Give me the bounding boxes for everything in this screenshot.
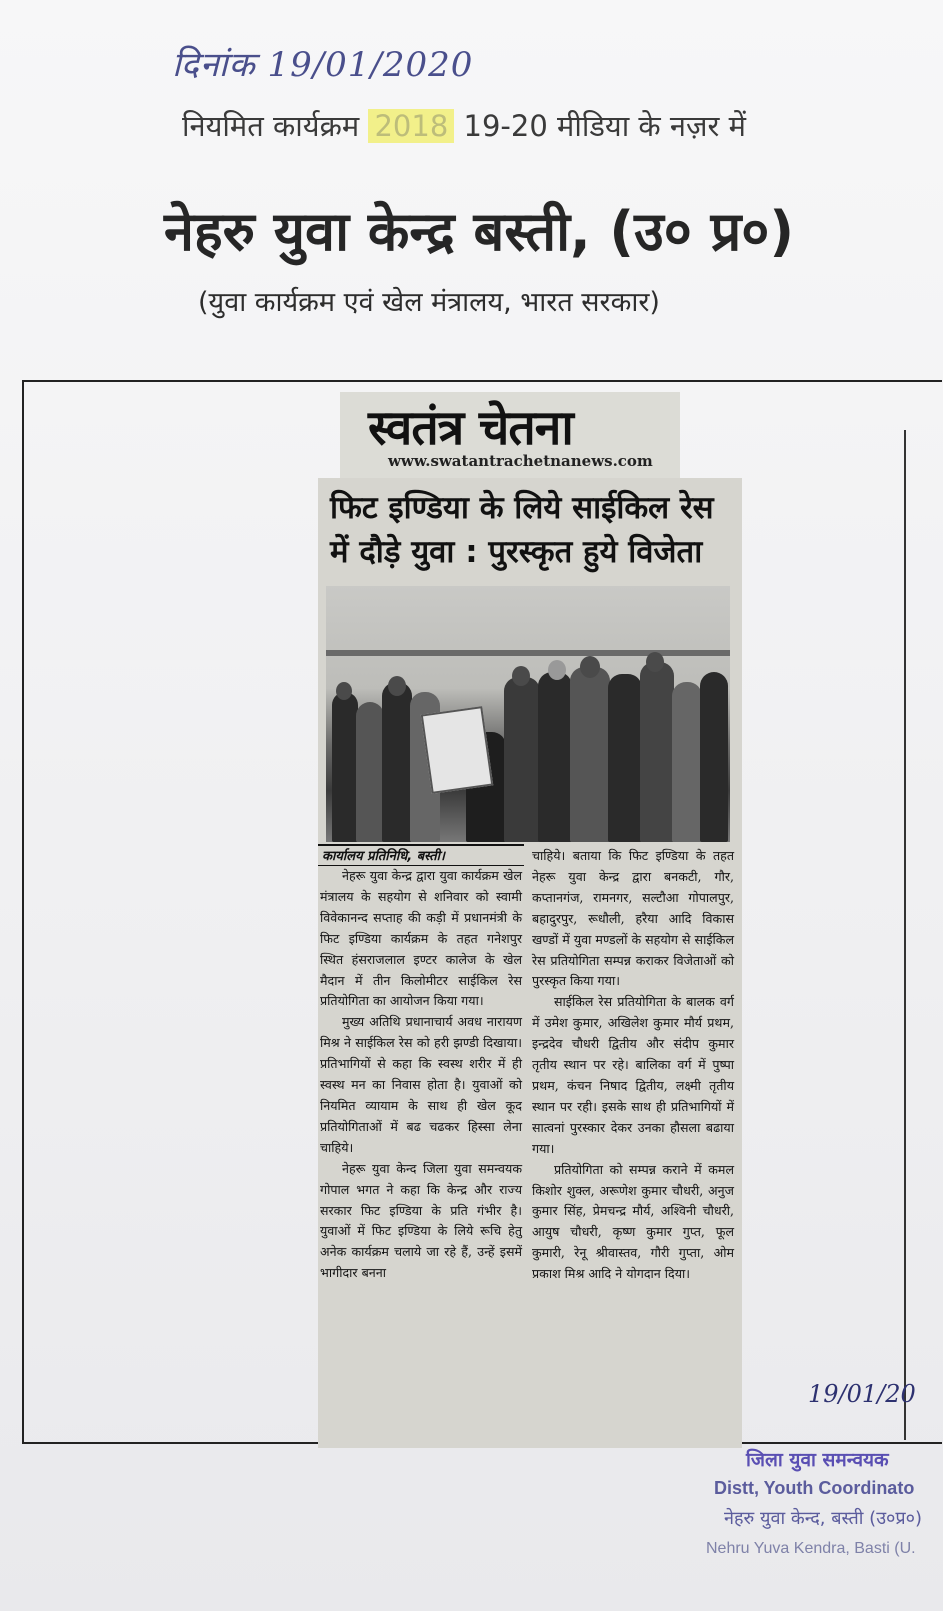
photo-person bbox=[538, 672, 572, 842]
article-column-1 bbox=[320, 866, 522, 1284]
photo-person bbox=[332, 692, 358, 842]
article-paragraph: साईकिल रेस प्रतियोगिता के बालक वर्ग में उमेश कुमार, अखिलेश कुमार मौर्य प्रथम, इन्द्रदेव चौधरी द्वितीय और संदीप कुमार तृतीय स्थान पर रहे। बालिका वर्ग में पुष्पा प्रथम, कंचन निषाद द्वितीय, लक्ष्मी तृतीय स्थान पर रही। इसके साथ ही प्रतिभागियों में सात्वनां पुरस्कार देकर उनका हौसला बढाया गया। bbox=[532, 994, 734, 1156]
photo-person bbox=[382, 682, 412, 842]
photo-head bbox=[336, 682, 352, 700]
article-byline: कार्यालय प्रतिनिधि, बस्ती। bbox=[318, 844, 524, 866]
photo-head bbox=[548, 660, 566, 680]
photo-person bbox=[356, 702, 384, 842]
handwritten-date: दिनांक 19/01/2020 bbox=[172, 45, 474, 85]
newspaper-name: स्वतंत्र चेतना bbox=[368, 400, 573, 456]
photo-person bbox=[608, 674, 642, 842]
photo-head bbox=[580, 656, 600, 678]
article-photo bbox=[326, 586, 730, 842]
article-column-2 bbox=[532, 846, 734, 1285]
article-paragraph: नेहरू युवा केन्द जिला युवा समन्वयक गोपाल भगत ने कहा कि केन्द्र और राज्य सरकार फिट इण्डिया के प्रति गंभीर है। युवाओं में फिट इण्डिया के लिये रूचि हेतु अनेक कार्यक्रम चलाये जा रहे हैं, उन्हें इसमें भागीदार बनना bbox=[320, 1160, 522, 1281]
page-subtitle: (युवा कार्यक्रम एवं खेल मंत्रालय, भारत सरकार) bbox=[198, 287, 660, 318]
clipping-frame-right-edge bbox=[904, 430, 906, 1440]
photo-person bbox=[640, 662, 674, 842]
photo-wall bbox=[326, 650, 730, 656]
newspaper-masthead bbox=[340, 392, 680, 482]
signature-date: 19/01/20 bbox=[808, 1380, 916, 1408]
article-paragraph: मुख्य अतिथि प्रधानाचार्य अवध नारायण मिश्र ने साईकिल रेस को हरी झण्डी दिखाया। प्रतिभागियों से कहा कि स्वस्थ शरीर में ही स्वस्थ मन का निवास होता है। युवाओं को नियमित व्यायाम के साथ ही खेल कूद प्रतियोगिताओं में बढ चढकर हिस्सा लेना चाहिये। bbox=[320, 1014, 522, 1155]
stamp-office-english: Nehru Yuva Kendra, Basti (U. bbox=[706, 1540, 916, 1557]
program-line-suffix: मीडिया के नज़र में bbox=[557, 109, 746, 143]
article-paragraph: नेहरू युवा केन्द्र द्वारा युवा कार्यक्रम खेल मंत्रालय के सहयोग से शनिवार को स्वामी विवेकानन्द सप्ताह की कड़ी में प्रधानमंत्री के फिट इण्डिया कार्यक्रम के तहत गनेशपुर स्थित हंसराजलाल इण्टर कालेज के खेल मैदान में तीन किलोमीटर साईकिल रेस प्रतियोगिता का आयोजन किया गया। bbox=[320, 868, 522, 1009]
photo-head bbox=[646, 652, 664, 672]
newspaper-url: www.swatantrachetnanews.com bbox=[388, 452, 653, 470]
program-line bbox=[182, 106, 746, 145]
page-title: नेहरु युवा केन्द्र बस्ती, (उ० प्र०) bbox=[164, 200, 795, 263]
photo-person bbox=[700, 672, 728, 842]
photo-banner bbox=[421, 706, 494, 794]
stamp-designation-hindi: जिला युवा समन्वयक bbox=[746, 1449, 889, 1471]
photo-person bbox=[504, 677, 540, 842]
program-line-prefix: नियमित कार्यक्रम bbox=[182, 109, 360, 143]
photo-head bbox=[512, 666, 530, 686]
program-line-struck-year: 2018 bbox=[368, 109, 454, 143]
photo-head bbox=[388, 676, 406, 696]
article-paragraph: चाहिये। बताया कि फिट इण्डिया के तहत नेहरू युवा केन्द्र द्वारा बनकटी, गौर, कप्तानगंज, रामनगर, सल्टौआ गोपालपुर, बहादुरपुर, रूधौली, हरैया आदि विकास खण्डों में युवा मण्डलों के सहयोग से साईकिल रेस प्रतियोगिता सम्पन्न कराकर विजेताओं को पुरस्कृत किया गया। bbox=[532, 848, 734, 989]
program-line-year: 19-20 bbox=[463, 109, 548, 143]
article-headline: फिट इण्डिया के लिये साईकिल रेस में दौड़े युवा : पुरस्कृत हुये विजेता bbox=[330, 490, 714, 570]
stamp-office-hindi: नेहरु युवा केन्द, बस्ती (उ०प्र०) bbox=[724, 1508, 923, 1529]
newspaper-clipping bbox=[318, 478, 742, 1448]
article-paragraph: प्रतियोगिता को सम्पन्न कराने में कमल किशोर शुक्ल, अरूणेश कुमार चौधरी, अनुज कुमार सिंह, प्रेमचन्द्र मौर्य, अश्विनी चौधरी, आयुष चौधरी, कृष्ण कुमार गुप्त, फूल कुमारी, रेनू श्रीवास्तव, गौरी गुप्ता, ओम प्रकाश मिश्र आदि ने योगदान दिया। bbox=[532, 1161, 734, 1282]
photo-person bbox=[570, 667, 610, 842]
photo-person bbox=[672, 682, 702, 842]
stamp-designation-english: Distt, Youth Coordinato bbox=[714, 1478, 915, 1498]
